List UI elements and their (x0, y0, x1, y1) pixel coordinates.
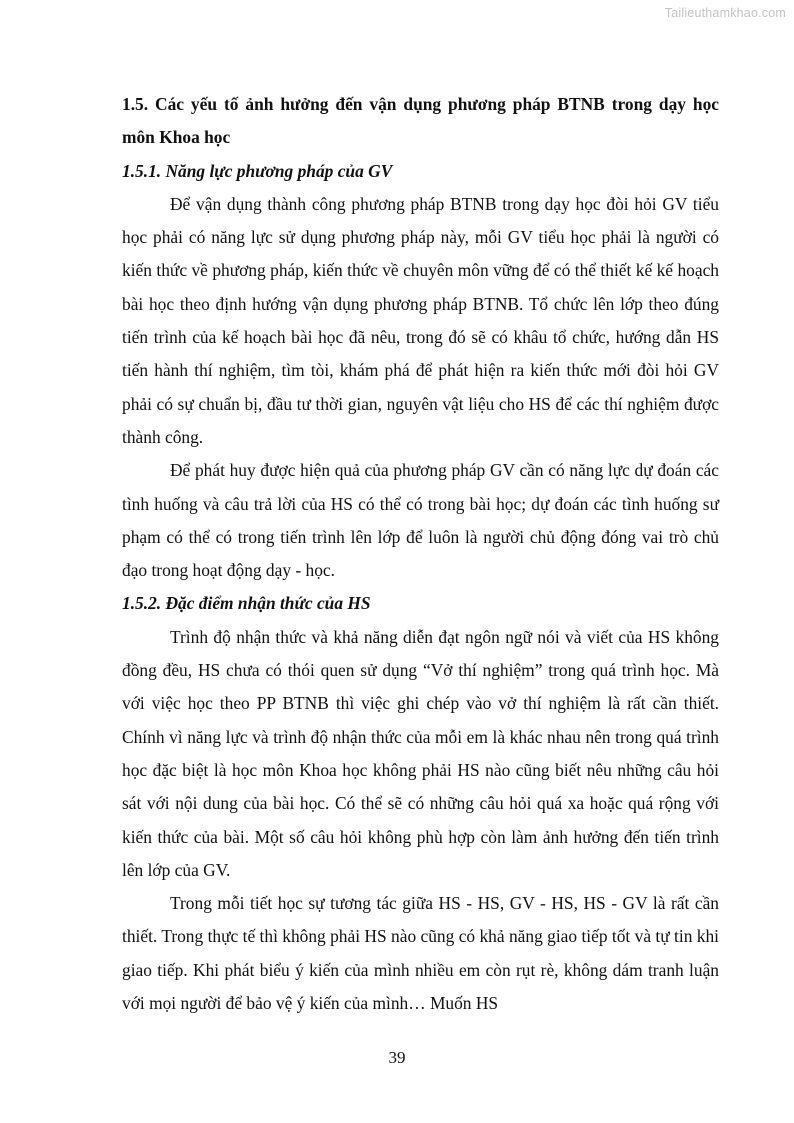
paragraph: Để phát huy được hiện quả của phương pháp GV cần có năng lực dự đoán các tình huống và câu trả lời của HS có thể có trong bài học; dự đoán các tình huống sư phạm có thể có trong tiến trình lên lớp để luôn là người chủ động đóng vai trò chủ đạo trong hoạt động dạy - học. (122, 460, 719, 581)
watermark-text: Tailieuthamkhao.com (664, 6, 786, 20)
document-body (122, 88, 719, 1020)
section-heading: 1.5. Các yếu tố ảnh hưởng đến vận dụng phương pháp BTNB trong dạy học môn Khoa học (122, 94, 719, 148)
page-number: 39 (388, 1048, 406, 1067)
subsection-heading-2: 1.5.2. Đặc điểm nhận thức của HS (122, 593, 371, 614)
paragraph: Trong mỗi tiết học sự tương tác giữa HS - HS, GV - HS, HS - GV là rất cần thiết. Trong thực tế thì không phải HS nào cũng có khả năng giao tiếp tốt và tự tin khi giao tiếp. Khi phát biểu ý kiến của mình nhiều em còn rụt rè, không dám tranh luận với mọi người để bảo vệ ý kiến của mình… Muốn HS (122, 893, 719, 1014)
paragraph: Để vận dụng thành công phương pháp BTNB trong dạy học đòi hỏi GV tiểu học phải có năng lực sử dụng phương pháp này, mỗi GV tiểu học phải là người có kiến thức về phương pháp, kiến thức về chuyên môn vững để có thể thiết kế kế hoạch bài học theo định hướng vận dụng phương pháp BTNB. Tổ chức lên lớp theo đúng tiến trình của kế hoạch bài học đã nêu, trong đó sẽ có khâu tổ chức, hướng dẫn HS tiến hành thí nghiệm, tìm tòi, khám phá để phát hiện ra kiến thức mới đòi hỏi GV phải có sự chuẩn bị, đầu tư thời gian, nguyên vật liệu cho HS để các thí nghiệm được thành công. (122, 193, 719, 447)
subsection-heading-1: 1.5.1. Năng lực phương pháp của GV (122, 160, 393, 181)
paragraph: Trình độ nhận thức và khả năng diễn đạt ngôn ngữ nói và viết của HS không đồng đều, HS chưa có thói quen sử dụng “Vở thí nghiệm” trong quá trình học. Mà với việc học theo PP BTNB thì việc ghi chép vào vở thí nghiệm là rất cần thiết. Chính vì năng lực và trình độ nhận thức của mỗi em là khác nhau nên trong quá trình học đặc biệt là học môn Khoa học không phải HS nào cũng biết nêu những câu hỏi sát với nội dung của bài học. Có thể sẽ có những câu hỏi quá xa hoặc quá rộng với kiến thức của bài. Một số câu hỏi không phù hợp còn làm ảnh hưởng đến tiến trình lên lớp của GV. (122, 626, 719, 880)
